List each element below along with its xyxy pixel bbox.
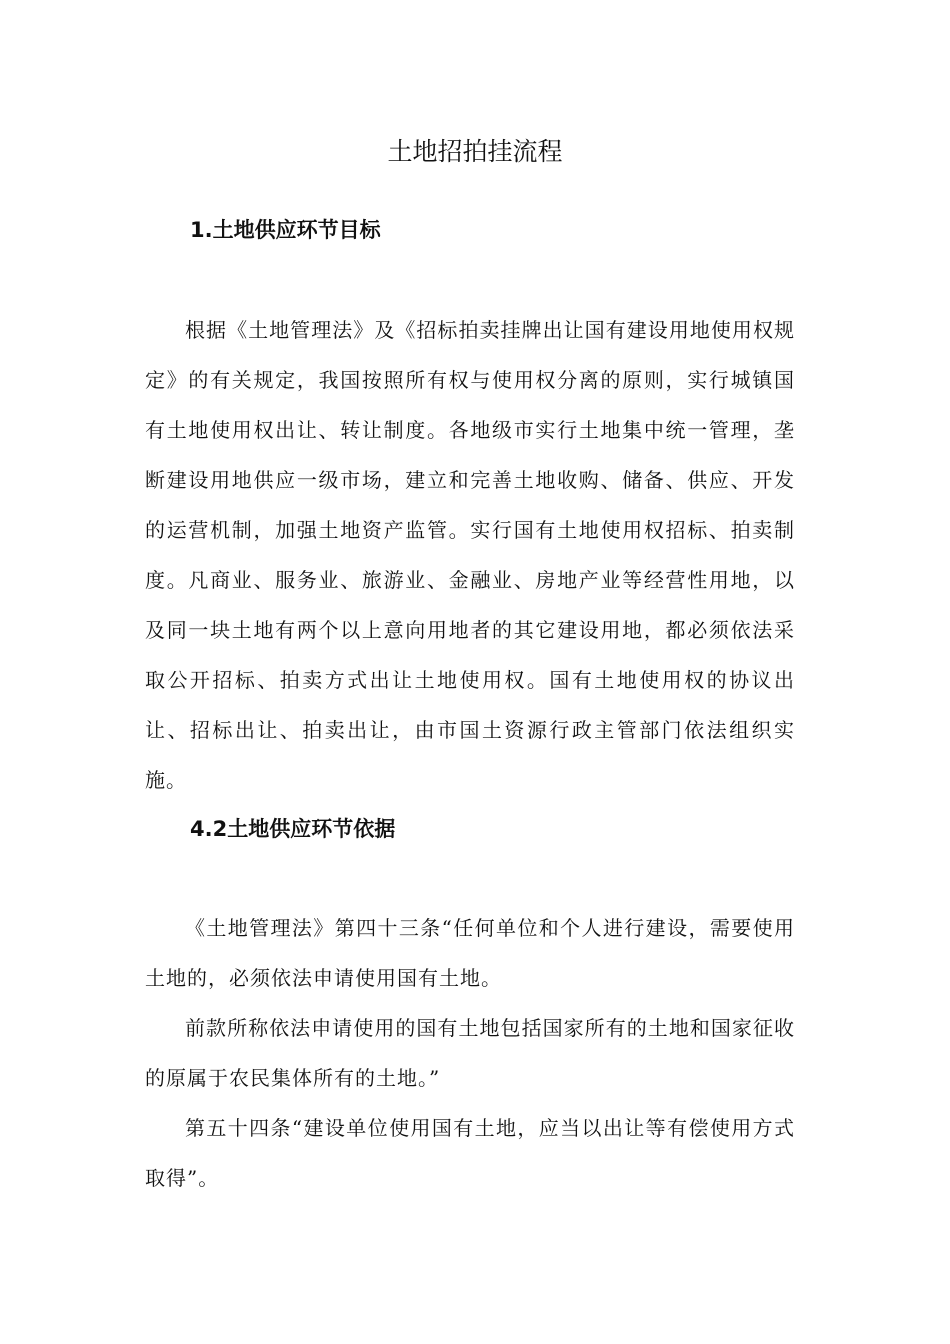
paragraph-basis-article-43: 《土地管理法》第四十三条“任何单位和个人进行建设，需要使用土地的，必须依法申请使用国有土地。: [145, 916, 795, 990]
paragraph-basis-state-land: 前款所称依法申请使用的国有土地包括国家所有的土地和国家征收的原属于农民集体所有的土地。”: [145, 1016, 795, 1090]
section-heading-goals: 1.土地供应环节目标: [190, 218, 381, 242]
paragraph-basis-article-54: 第五十四条“建设单位使用国有土地，应当以出让等有偿使用方式取得”。: [145, 1116, 795, 1190]
page-title: 土地招拍挂流程: [387, 137, 563, 166]
section-heading-basis: 4.2土地供应环节依据: [190, 817, 396, 841]
paragraph-goals-body: 根据《土地管理法》及《招标拍卖挂牌出让国有建设用地使用权规定》的有关规定，我国按照所有权与使用权分离的原则，实行城镇国有土地使用权出让、转让制度。各地级市实行土地集中统一管理，垄断建设用地供应一级市场，建立和完善土地收购、储备、供应、开发的运营机制，加强土地资产监管。实行国有土地使用权招标、拍卖制度。凡商业、服务业、旅游业、金融业、房地产业等经营性用地，以及同一块土地有两个以上意向用地者的其它建设用地，都必须依法采取公开招标、拍卖方式出让土地使用权。国有土地使用权的协议出让、招标出让、拍卖出让，由市国土资源行政主管部门依法组织实施。: [145, 318, 795, 792]
